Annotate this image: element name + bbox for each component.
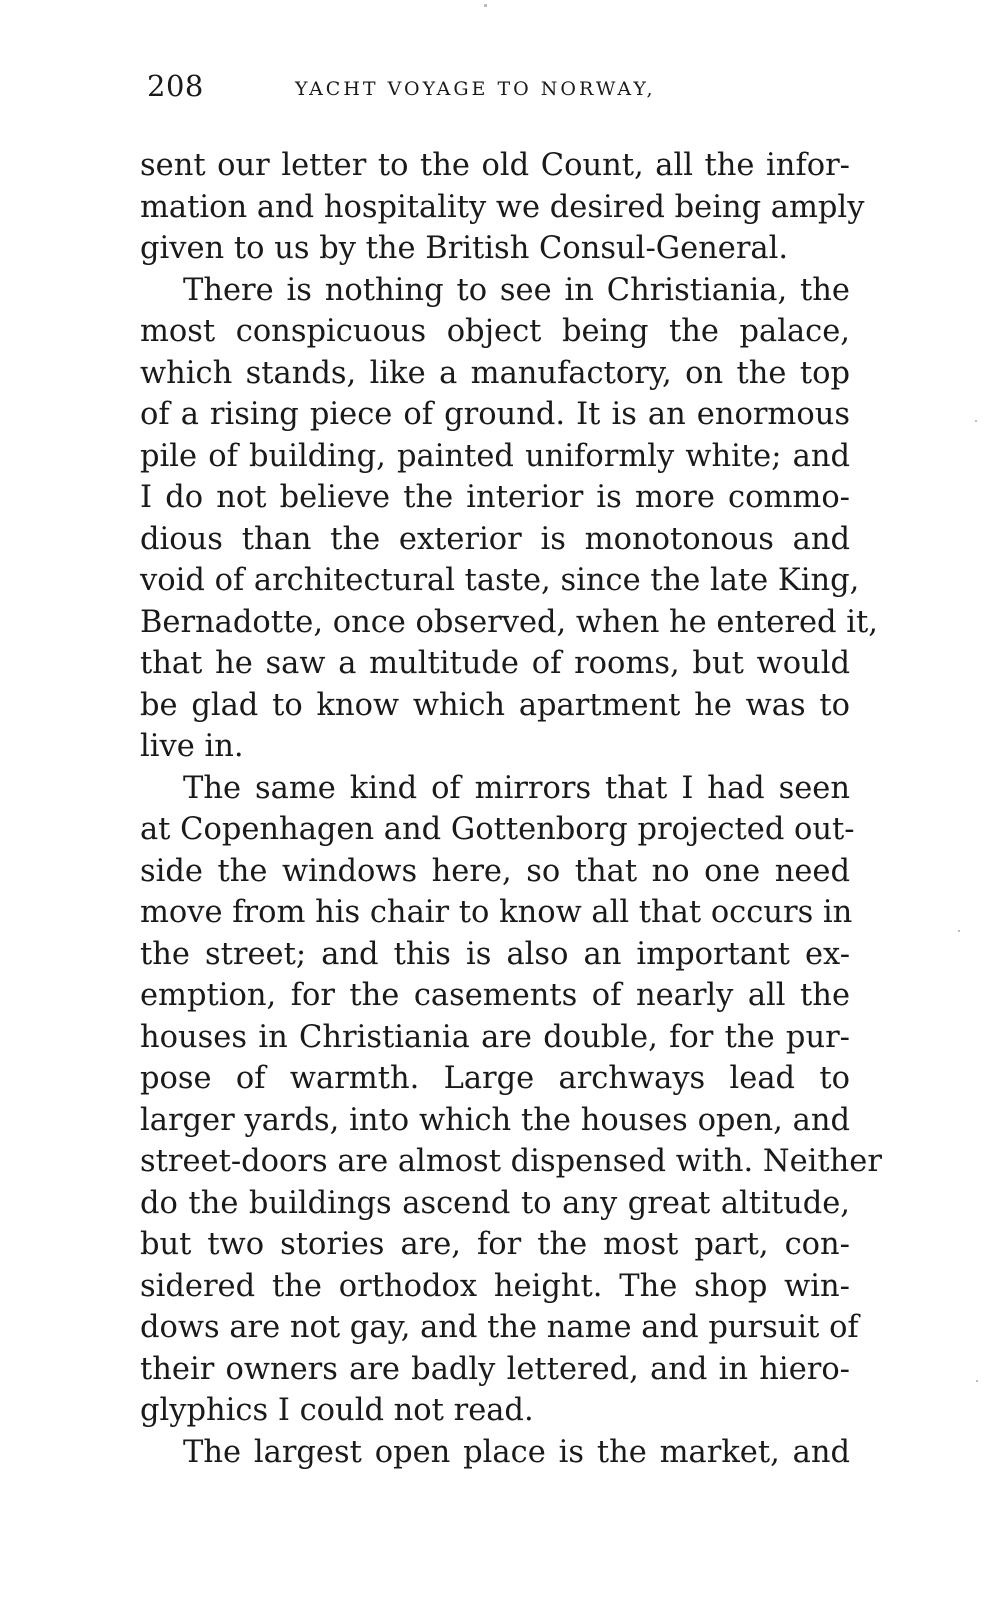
- text-line: their owners are badly lettered, and in hiero-: [140, 1351, 850, 1387]
- text-line: at Copenhagen and Gottenborg projected out-: [140, 812, 855, 847]
- text-line: I do not believe the interior is more commo-: [140, 480, 850, 515]
- page-number: 208: [147, 69, 204, 103]
- text-line: of a rising piece of ground. It is an enormous: [140, 397, 850, 432]
- scan-speck: [484, 4, 487, 7]
- text-line: sidered the orthodox height. The shop win-: [140, 1268, 850, 1304]
- text-line: The same kind of mirrors that I had seen: [183, 770, 850, 806]
- text-line: do the buildings ascend to any great altitude,: [140, 1185, 850, 1221]
- body-text: [140, 145, 882, 1473]
- page-header: [147, 66, 867, 106]
- text-line: given to us by the British Consul-General.: [140, 231, 789, 266]
- text-line: Bernadotte, once observed, when he entered it,: [140, 604, 878, 640]
- text-line: sent our letter to the old Count, all the infor-: [140, 148, 850, 183]
- text-line: dious than the exterior is monotonous and: [140, 521, 850, 557]
- scan-speck: [958, 930, 960, 932]
- text-line: pile of building, painted uniformly white; and: [140, 438, 850, 474]
- text-line: glyphics I could not read.: [140, 1393, 534, 1428]
- text-line: side the windows here, so that no one need: [140, 853, 850, 889]
- text-line: larger yards, into which the houses open, and: [140, 1102, 850, 1138]
- text-line: pose of warmth. Large archways lead to: [140, 1061, 850, 1096]
- scan-speck: [975, 420, 977, 422]
- text-line: There is nothing to see in Christiania, the: [183, 272, 850, 308]
- text-line: dows are not gay, and the name and pursuit of: [140, 1310, 859, 1345]
- running-title: YACHT VOYAGE TO NORWAY,: [295, 78, 656, 100]
- text-line: that he saw a multitude of rooms, but would: [140, 646, 850, 681]
- text-line: live in.: [140, 729, 244, 764]
- text-line: emption, for the casements of nearly all the: [140, 978, 850, 1013]
- text-line: houses in Christiania are double, for the pur-: [140, 1019, 850, 1055]
- text-line: move from his chair to know all that occurs in: [140, 895, 853, 930]
- scan-speck: [976, 1380, 978, 1382]
- text-line: which stands, like a manufactory, on the top: [140, 355, 850, 391]
- text-line: be glad to know which apartment he was to: [140, 687, 850, 723]
- text-line: The largest open place is the market, and: [183, 1434, 850, 1470]
- text-line: most conspicuous object being the palace,: [140, 314, 850, 349]
- text-line: the street; and this is also an important ex-: [140, 936, 850, 972]
- text-line: street-doors are almost dispensed with. Neither: [140, 1144, 882, 1179]
- text-line: void of architectural taste, since the late King,: [140, 563, 860, 598]
- text-line: but two stories are, for the most part, con-: [140, 1227, 850, 1262]
- text-line: mation and hospitality we desired being amply: [140, 189, 865, 225]
